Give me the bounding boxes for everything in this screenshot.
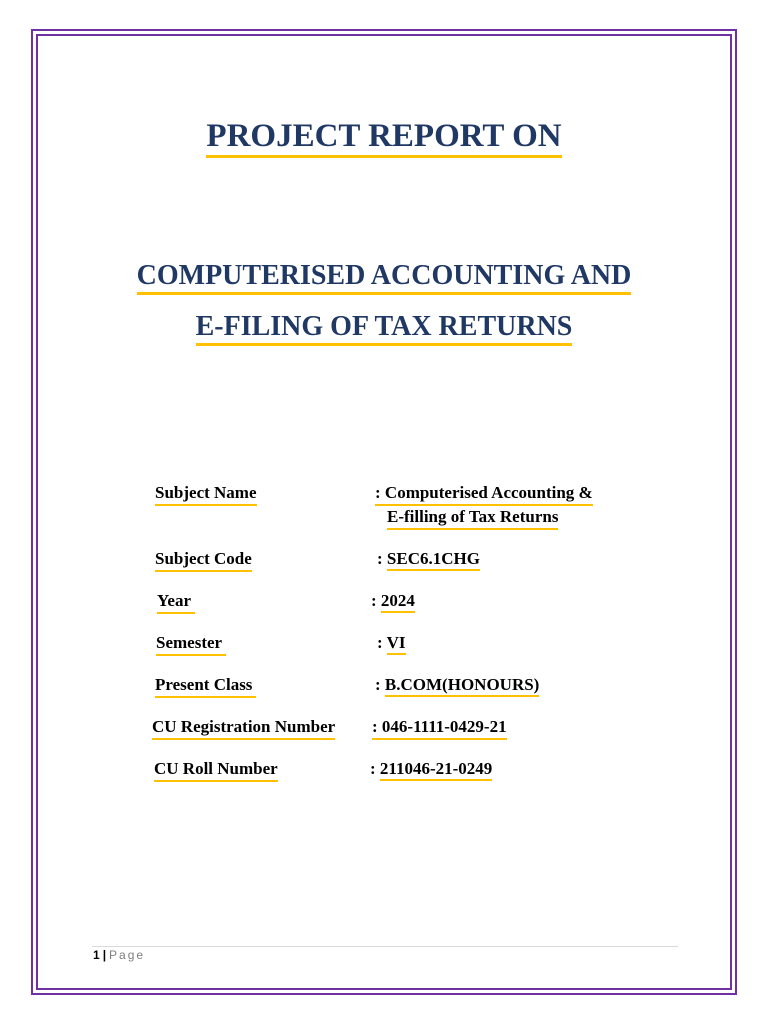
footer-separator: | — [102, 948, 107, 962]
cu-roll-value: 211046-21-0249 — [380, 759, 492, 781]
subject-code-separator: : — [377, 549, 387, 568]
cu-roll-label: CU Roll Number — [154, 760, 278, 782]
report-subtitle-line2: E-FILING OF TAX RETURNS — [0, 311, 768, 346]
report-subtitle-line1: COMPUTERISED ACCOUNTING AND — [0, 260, 768, 295]
subject-code-label: Subject Code — [155, 550, 252, 572]
present-class-value: B.COM(HONOURS) — [385, 675, 539, 697]
subject-name-label: Subject Name — [155, 484, 257, 506]
subject-code-value: SEC6.1CHG — [387, 549, 480, 571]
page-label: Page — [109, 948, 146, 962]
page-border-inner — [36, 34, 732, 990]
semester-value: VI — [387, 633, 406, 655]
footer-divider — [92, 946, 678, 947]
year-label: Year — [157, 592, 195, 614]
semester-label: Semester — [156, 634, 226, 656]
subject-name-value-line1: : Computerised Accounting & — [375, 484, 593, 506]
cu-registration-label: CU Registration Number — [152, 718, 335, 740]
present-class-label: Present Class — [155, 676, 256, 698]
present-class-separator: : — [375, 675, 385, 694]
cu-registration-value: : 046-1111-0429-21 — [372, 718, 507, 740]
year-separator: : — [371, 591, 381, 610]
page-number: 1 — [93, 948, 100, 962]
semester-separator: : — [377, 633, 387, 652]
report-title: PROJECT REPORT ON — [0, 118, 768, 158]
cu-roll-separator: : — [370, 759, 380, 778]
year-value: 2024 — [381, 591, 415, 613]
subject-name-value-line2: E-filling of Tax Returns — [387, 508, 558, 530]
page-footer — [93, 948, 145, 962]
